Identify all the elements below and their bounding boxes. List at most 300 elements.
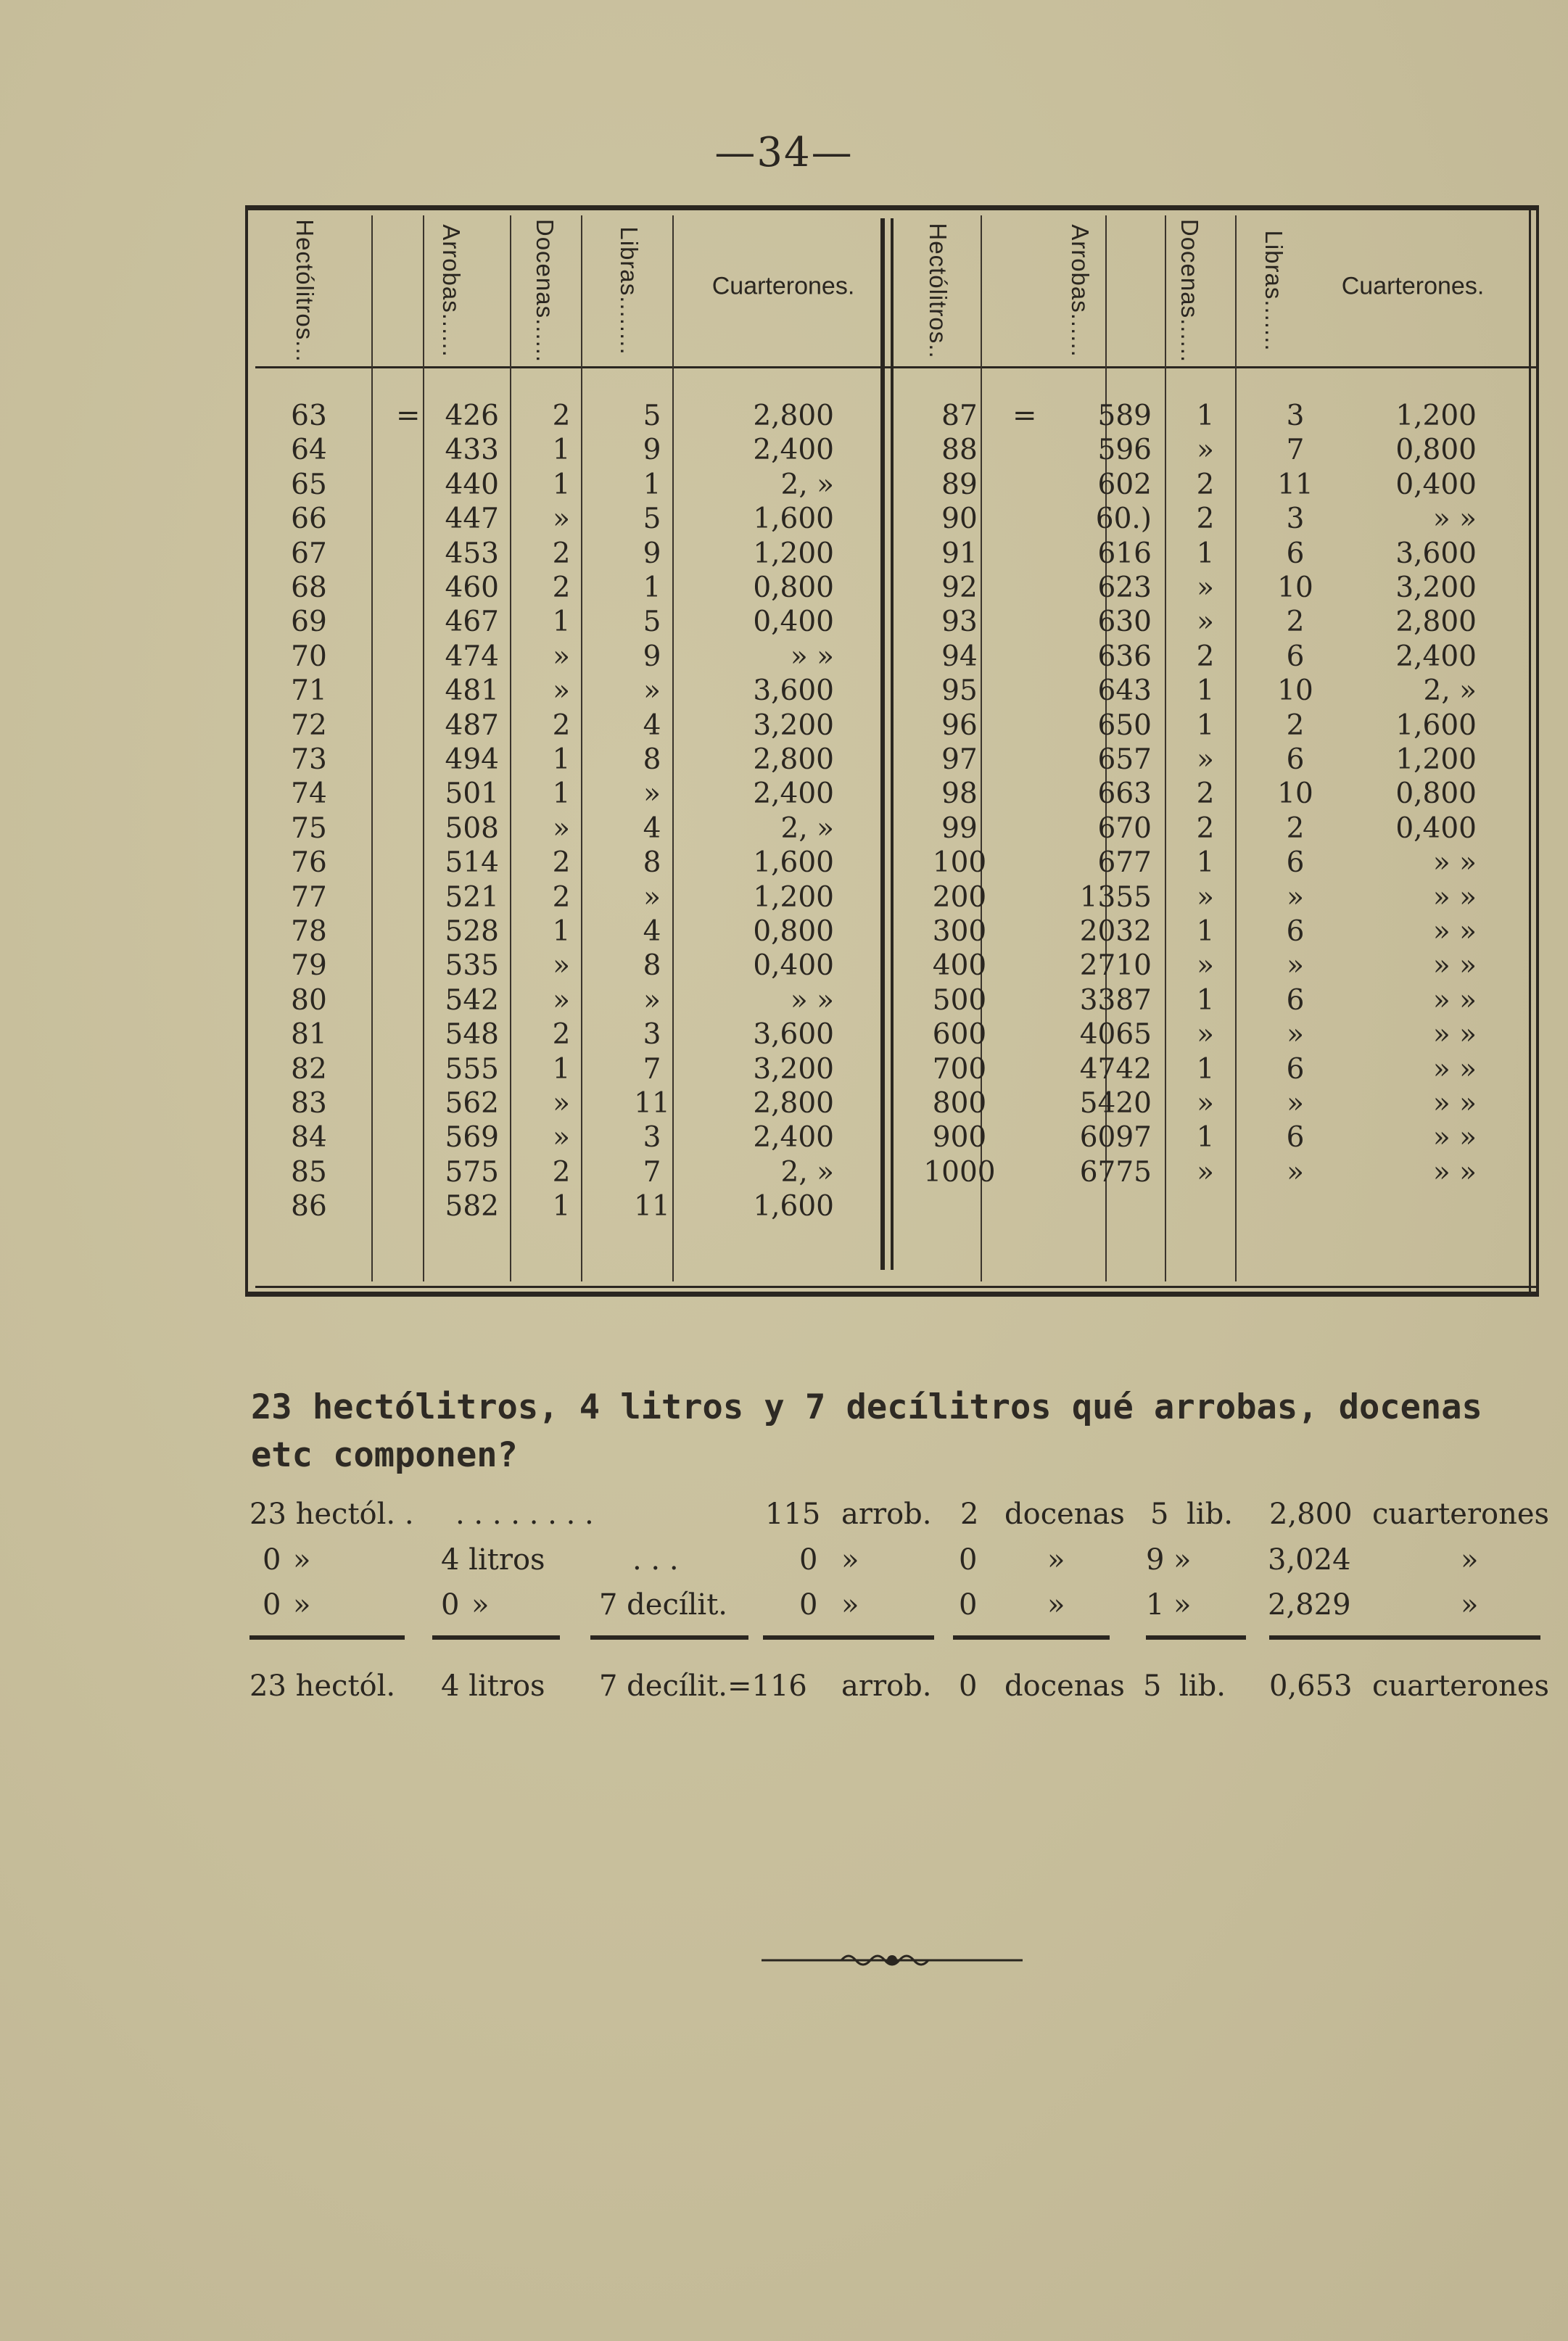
right-table-cell: 99: [941, 812, 978, 845]
sum-underline: [763, 1635, 934, 1640]
left-table-cell: 1,600: [753, 846, 834, 880]
left-table-cell: 65: [291, 468, 327, 501]
closing-ornament: [762, 1951, 1023, 1970]
left-table-cell: 582: [445, 1190, 499, 1223]
right-table-cell: 0,400: [1395, 812, 1477, 845]
left-column-header: Cuarterones.: [711, 272, 855, 300]
left-table-cell: 1: [552, 915, 571, 948]
right-column-header: Docenas......: [1176, 218, 1203, 363]
left-table-cell: 494: [445, 743, 499, 776]
left-table-cell: 11: [634, 1087, 670, 1120]
left-table-cell: 7: [643, 1052, 661, 1086]
right-table-cell: 1,200: [1395, 400, 1477, 432]
left-table-cell: 575: [445, 1155, 499, 1189]
left-table-cell: 2,800: [753, 1087, 834, 1120]
page-number: —34—: [714, 129, 854, 176]
left-table-cell: 3,200: [753, 709, 834, 742]
right-table-cell: 88: [941, 434, 978, 467]
left-table-cell: 68: [291, 571, 327, 604]
calc-result-cell: arrob.: [841, 1669, 932, 1703]
left-table-cell: 1: [552, 468, 571, 501]
calc-result-cell: cuarterones: [1372, 1669, 1550, 1703]
left-table-cell: »: [553, 812, 570, 845]
right-column-header: Arrobas......: [1067, 224, 1094, 358]
left-table-cell: 460: [445, 571, 499, 604]
right-table-cell: 6: [1286, 640, 1305, 673]
left-table-cell: » »: [790, 640, 834, 673]
left-table-cell: 433: [445, 434, 499, 467]
right-table-cell: 3: [1286, 503, 1305, 536]
left-table-cell: 77: [291, 880, 327, 914]
left-table-cell: 4: [643, 812, 661, 845]
left-table-cell: 67: [291, 537, 327, 570]
table-bottom-border: [245, 1292, 1539, 1297]
calc-result-cell: lib.: [1179, 1669, 1226, 1703]
left-table-cell: 5: [643, 503, 661, 536]
left-table-cell: 73: [291, 743, 327, 776]
left-table-cell: 1,600: [753, 503, 834, 536]
right-table-cell: 800: [932, 1087, 987, 1120]
right-table-cell: » »: [1432, 880, 1477, 914]
right-table-cell: 630: [1097, 606, 1152, 639]
right-table-cell: 90: [941, 503, 978, 536]
right-table-cell: 96: [941, 709, 978, 742]
conversion-table: [245, 205, 1539, 1297]
calc-cell: 0: [441, 1588, 460, 1622]
header-separator: [255, 366, 1539, 368]
right-table-cell: »: [1197, 1087, 1214, 1120]
right-column-header: Libras.......: [1260, 230, 1287, 352]
right-table-cell: 1355: [1079, 880, 1152, 914]
left-table-cell: 80: [291, 983, 327, 1017]
right-table-cell: 6: [1286, 1121, 1305, 1155]
calc-cell: »: [841, 1543, 859, 1577]
left-table-cell: 1: [552, 1190, 571, 1223]
left-table-cell: 0,800: [753, 915, 834, 948]
right-table-cell: » »: [1432, 503, 1477, 536]
right-table-cell: » »: [1432, 1052, 1477, 1086]
left-table-cell: 1: [552, 434, 571, 467]
left-column-header: Hectólitros...: [292, 219, 318, 363]
right-table-cell: 4065: [1079, 1018, 1152, 1052]
left-column-header: Docenas......: [532, 218, 558, 363]
right-table-cell: »: [1287, 1155, 1304, 1189]
right-table-cell: 643: [1097, 674, 1152, 708]
left-table-cell: 7: [643, 1155, 661, 1189]
left-table-cell: 467: [445, 606, 499, 639]
left-table-cell: »: [553, 503, 570, 536]
left-table-cell: 1: [552, 1052, 571, 1086]
right-table-cell: »: [1197, 571, 1214, 604]
calc-result-cell: 5: [1143, 1669, 1162, 1703]
calc-cell: 0: [263, 1588, 281, 1622]
calc-cell: 9: [1146, 1543, 1165, 1577]
calc-cell: »: [1047, 1543, 1065, 1577]
left-column-divider: [672, 215, 674, 1281]
left-table-cell: »: [553, 983, 570, 1017]
right-table-cell: » »: [1432, 915, 1477, 948]
calc-cell: »: [1461, 1543, 1479, 1577]
right-table-cell: »: [1287, 880, 1304, 914]
sum-underline: [590, 1635, 748, 1640]
left-table-cell: 2: [552, 1018, 571, 1052]
right-table-cell: 91: [941, 537, 978, 570]
left-table-cell: 85: [291, 1155, 327, 1189]
right-table-cell: » »: [1432, 1121, 1477, 1155]
right-table-cell: 2: [1196, 812, 1215, 845]
calc-cell: 2,829: [1268, 1588, 1351, 1622]
left-table-cell: 74: [291, 777, 327, 811]
right-table-cell: 1: [1196, 674, 1215, 708]
left-column-divider: [581, 215, 582, 1281]
right-table-cell: 94: [941, 640, 978, 673]
right-table-cell: »: [1197, 606, 1214, 639]
left-table-cell: 82: [291, 1052, 327, 1086]
calc-result-cell: docenas: [1004, 1669, 1125, 1703]
calc-cell: »: [1173, 1588, 1192, 1622]
right-table-cell: 650: [1097, 709, 1152, 742]
right-table-cell: » »: [1432, 846, 1477, 880]
calc-cell: cuarterones: [1372, 1498, 1550, 1531]
left-table-cell: 1: [643, 571, 661, 604]
right-table-cell: 10: [1277, 571, 1313, 604]
table-right-border: [1536, 205, 1539, 1297]
right-table-cell: 623: [1097, 571, 1152, 604]
left-table-cell: 1: [552, 743, 571, 776]
left-table-cell: 78: [291, 915, 327, 948]
left-table-cell: 555: [445, 1052, 499, 1086]
right-table-cell: 92: [941, 571, 978, 604]
left-table-cell: 2: [552, 709, 571, 742]
right-table-cell: 2,400: [1395, 640, 1477, 673]
right-table-cell: » »: [1432, 983, 1477, 1017]
equals-mark: =: [396, 399, 421, 432]
right-table-cell: 97: [941, 743, 978, 776]
right-table-cell: 100: [932, 846, 987, 880]
right-table-cell: 0,800: [1395, 777, 1477, 811]
right-table-cell: 2: [1196, 640, 1215, 673]
right-table-cell: 600: [932, 1018, 987, 1052]
right-table-cell: 87: [941, 400, 978, 432]
left-table-cell: 83: [291, 1087, 327, 1120]
left-table-cell: » »: [790, 983, 834, 1017]
right-table-cell: 6: [1286, 846, 1305, 880]
left-table-cell: 426: [445, 400, 499, 432]
right-table-cell: 616: [1097, 537, 1152, 570]
left-table-cell: 2: [552, 537, 571, 570]
right-table-cell: 7: [1286, 434, 1305, 467]
right-table-cell: 95: [941, 674, 978, 708]
calc-result-cell: 7 decílit.=116: [599, 1669, 807, 1703]
left-table-cell: 75: [291, 812, 327, 845]
right-table-cell: 0,800: [1395, 434, 1477, 467]
right-table-cell: 200: [932, 880, 987, 914]
right-column-divider: [1235, 215, 1237, 1281]
right-table-cell: 60.): [1095, 503, 1152, 536]
calc-cell: »: [1047, 1588, 1065, 1622]
left-table-cell: 521: [445, 880, 499, 914]
left-table-cell: 1: [643, 468, 661, 501]
calc-cell: »: [293, 1588, 311, 1622]
left-table-cell: »: [643, 674, 661, 708]
left-table-cell: 9: [643, 434, 661, 467]
right-table-cell: 5420: [1079, 1087, 1152, 1120]
left-table-cell: 1: [552, 606, 571, 639]
calc-cell: arrob.: [841, 1498, 932, 1531]
calc-cell: . . . . . . . .: [455, 1498, 594, 1531]
left-table-cell: 508: [445, 812, 499, 845]
left-table-cell: 4: [643, 915, 661, 948]
left-table-cell: 548: [445, 1018, 499, 1052]
left-table-cell: 72: [291, 709, 327, 742]
center-divider-inner: [891, 218, 894, 1270]
calc-cell: lib.: [1187, 1498, 1233, 1531]
left-table-cell: 71: [291, 674, 327, 708]
right-table-cell: 677: [1097, 846, 1152, 880]
sum-underline: [1269, 1635, 1540, 1640]
left-table-cell: 2,800: [753, 400, 834, 432]
left-table-cell: 1,200: [753, 537, 834, 570]
left-table-cell: 76: [291, 846, 327, 880]
calc-result-cell: 4 litros: [441, 1669, 545, 1703]
center-divider: [880, 218, 885, 1270]
left-table-cell: 474: [445, 640, 499, 673]
table-right-border-inner: [1529, 205, 1531, 1297]
right-table-cell: 1: [1196, 846, 1215, 880]
right-table-cell: 2032: [1079, 915, 1152, 948]
right-column-divider: [1165, 215, 1166, 1281]
right-table-cell: »: [1287, 1087, 1304, 1120]
right-table-cell: 4742: [1079, 1052, 1152, 1086]
right-table-cell: 98: [941, 777, 978, 811]
left-table-cell: 447: [445, 503, 499, 536]
left-column-header: Arrobas......: [438, 224, 465, 358]
left-table-cell: 5: [643, 400, 661, 432]
right-table-cell: 2: [1196, 777, 1215, 811]
right-table-cell: 93: [941, 606, 978, 639]
left-table-cell: »: [553, 1087, 570, 1120]
right-table-cell: »: [1287, 1018, 1304, 1052]
left-table-cell: 0,400: [753, 606, 834, 639]
left-table-cell: 562: [445, 1087, 499, 1120]
right-table-cell: 636: [1097, 640, 1152, 673]
right-table-cell: 1: [1196, 915, 1215, 948]
right-table-cell: 670: [1097, 812, 1152, 845]
left-table-cell: 453: [445, 537, 499, 570]
left-table-cell: 84: [291, 1121, 327, 1155]
right-table-cell: 6: [1286, 983, 1305, 1017]
left-table-cell: 63: [291, 400, 327, 432]
right-table-cell: 6: [1286, 537, 1305, 570]
left-table-cell: 1,200: [753, 880, 834, 914]
left-table-cell: 66: [291, 503, 327, 536]
left-table-cell: 3,600: [753, 674, 834, 708]
right-column-header: Cuarterones.: [1341, 272, 1485, 300]
calc-cell: »: [1461, 1588, 1479, 1622]
left-column-divider: [371, 215, 373, 1281]
left-table-cell: 86: [291, 1190, 327, 1223]
right-table-cell: »: [1197, 743, 1214, 776]
right-table-cell: 900: [932, 1121, 987, 1155]
right-table-cell: 1,600: [1395, 709, 1477, 742]
right-table-cell: »: [1197, 434, 1214, 467]
right-table-cell: 2710: [1079, 949, 1152, 983]
right-table-cell: »: [1197, 949, 1214, 983]
right-table-cell: »: [1287, 949, 1304, 983]
right-table-cell: 3: [1286, 400, 1305, 432]
left-table-cell: 64: [291, 434, 327, 467]
left-table-cell: 2: [552, 880, 571, 914]
calc-cell: 0: [799, 1543, 818, 1577]
left-table-cell: 5: [643, 606, 661, 639]
right-column-header: Hectólitros..: [925, 223, 952, 359]
right-table-cell: 3,600: [1395, 537, 1477, 570]
right-table-cell: 663: [1097, 777, 1152, 811]
right-table-cell: 602: [1097, 468, 1152, 501]
left-table-cell: 501: [445, 777, 499, 811]
calc-cell: 7 decílit.: [599, 1588, 728, 1622]
equals-mark: =: [1012, 399, 1037, 432]
left-table-cell: 2,400: [753, 434, 834, 467]
calc-cell: 0: [799, 1588, 818, 1622]
left-table-cell: 8: [643, 949, 661, 983]
left-table-cell: 2: [552, 1155, 571, 1189]
right-table-cell: 1: [1196, 400, 1215, 432]
left-table-cell: 2,800: [753, 743, 834, 776]
calc-cell: »: [1173, 1543, 1192, 1577]
calc-cell: 2,800: [1269, 1498, 1353, 1531]
right-table-cell: 2: [1286, 812, 1305, 845]
right-table-cell: »: [1197, 1155, 1214, 1189]
right-table-cell: 2, »: [1423, 674, 1477, 708]
left-table-cell: 70: [291, 640, 327, 673]
left-table-cell: 81: [291, 1018, 327, 1052]
right-table-cell: 1: [1196, 1121, 1215, 1155]
sum-underline: [953, 1635, 1110, 1640]
left-table-cell: »: [643, 983, 661, 1017]
right-table-cell: 400: [932, 949, 987, 983]
calc-cell: . . .: [632, 1543, 679, 1577]
left-table-cell: »: [643, 880, 661, 914]
left-table-cell: 69: [291, 606, 327, 639]
table-left-border: [245, 205, 248, 1297]
left-table-cell: 2,400: [753, 777, 834, 811]
left-table-cell: 528: [445, 915, 499, 948]
right-table-cell: 6097: [1079, 1121, 1152, 1155]
left-table-cell: 79: [291, 949, 327, 983]
left-table-cell: 4: [643, 709, 661, 742]
right-table-cell: 596: [1097, 434, 1152, 467]
right-table-cell: 1: [1196, 983, 1215, 1017]
footer-separator: [255, 1286, 1539, 1288]
right-table-cell: 1: [1196, 709, 1215, 742]
left-table-cell: 2, »: [780, 1155, 834, 1189]
right-table-cell: 1,200: [1395, 743, 1477, 776]
right-table-cell: 589: [1097, 400, 1152, 432]
right-table-cell: 0,400: [1395, 468, 1477, 501]
right-table-cell: 2: [1196, 503, 1215, 536]
calc-cell: 3,024: [1268, 1543, 1351, 1577]
left-table-cell: 2: [552, 571, 571, 604]
sum-underline: [1146, 1635, 1246, 1640]
left-table-cell: 9: [643, 537, 661, 570]
calc-cell: »: [841, 1588, 859, 1622]
right-table-cell: » »: [1432, 1155, 1477, 1189]
left-table-cell: 440: [445, 468, 499, 501]
left-table-cell: 481: [445, 674, 499, 708]
calc-cell: docenas: [1004, 1498, 1125, 1531]
right-table-cell: 3,200: [1395, 571, 1477, 604]
left-table-cell: 11: [634, 1190, 670, 1223]
right-table-cell: 500: [932, 983, 987, 1017]
right-table-cell: 1: [1196, 537, 1215, 570]
calc-cell: »: [293, 1543, 311, 1577]
calc-cell: »: [471, 1588, 490, 1622]
left-table-cell: »: [643, 777, 661, 811]
right-table-cell: 6: [1286, 743, 1305, 776]
left-table-cell: »: [553, 949, 570, 983]
left-table-cell: 3: [643, 1121, 661, 1155]
right-table-cell: 6775: [1079, 1155, 1152, 1189]
left-table-cell: 514: [445, 846, 499, 880]
left-table-cell: 487: [445, 709, 499, 742]
calc-cell: 2: [960, 1498, 979, 1531]
left-column-divider: [423, 215, 424, 1281]
left-table-cell: 2, »: [780, 468, 834, 501]
right-table-cell: 2,800: [1395, 606, 1477, 639]
sum-underline: [249, 1635, 405, 1640]
calc-result-cell: 23 hectól.: [249, 1669, 396, 1703]
right-table-cell: 1: [1196, 1052, 1215, 1086]
left-table-cell: 8: [643, 846, 661, 880]
calc-result-cell: 0,653: [1269, 1669, 1353, 1703]
left-table-cell: 535: [445, 949, 499, 983]
problem-question: 23 hectólitros, 4 litros y 7 decílitros qué arrobas, docenas etc componen?: [251, 1387, 1482, 1475]
calc-cell: 0: [959, 1543, 978, 1577]
calc-cell: 1: [1146, 1588, 1165, 1622]
right-table-cell: 89: [941, 468, 978, 501]
left-table-cell: 1,600: [753, 1190, 834, 1223]
right-table-cell: 10: [1277, 777, 1313, 811]
right-table-cell: 1000: [923, 1155, 996, 1189]
left-table-cell: 1: [552, 777, 571, 811]
right-table-cell: 700: [932, 1052, 987, 1086]
left-table-cell: »: [553, 674, 570, 708]
calc-cell: 0: [263, 1543, 281, 1577]
left-table-cell: »: [553, 1121, 570, 1155]
right-table-cell: 10: [1277, 674, 1313, 708]
left-table-cell: »: [553, 640, 570, 673]
right-table-cell: » »: [1432, 1018, 1477, 1052]
left-table-cell: 2, »: [780, 812, 834, 845]
left-table-cell: 2,400: [753, 1121, 834, 1155]
left-table-cell: 3,200: [753, 1052, 834, 1086]
left-table-cell: 0,400: [753, 949, 834, 983]
calc-result-cell: 0: [959, 1669, 978, 1703]
right-table-cell: 11: [1277, 468, 1313, 501]
right-table-cell: 657: [1097, 743, 1152, 776]
left-table-cell: 3: [643, 1018, 661, 1052]
left-table-cell: 2: [552, 846, 571, 880]
right-table-cell: 2: [1286, 606, 1305, 639]
right-table-cell: 2: [1196, 468, 1215, 501]
table-top-border: [245, 205, 1539, 210]
left-table-cell: 542: [445, 983, 499, 1017]
left-table-cell: 8: [643, 743, 661, 776]
right-table-cell: 300: [932, 915, 987, 948]
right-table-cell: 2: [1286, 709, 1305, 742]
calc-cell: 0: [959, 1588, 978, 1622]
